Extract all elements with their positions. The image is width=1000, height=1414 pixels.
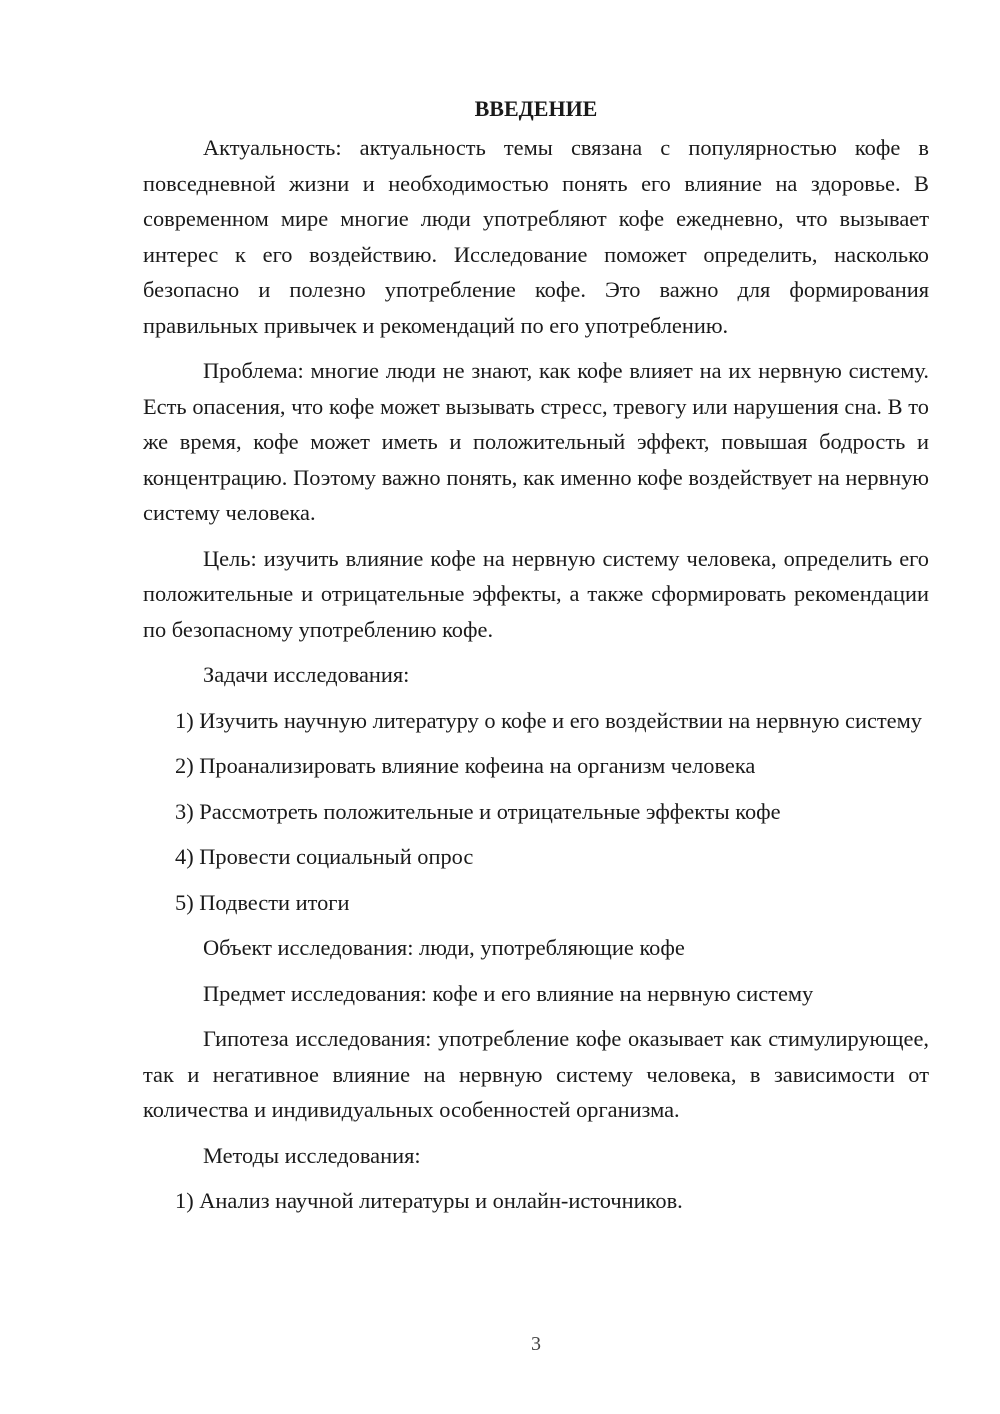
document-page <box>143 92 929 1229</box>
list-item: 1) Изучить научную литературу о кофе и его воздействии на нервную систему <box>175 707 922 733</box>
list-item: 2) Проанализировать влияние кофеина на организм человека <box>175 753 756 778</box>
goal-paragraph: Цель: изучить влияние кофе на нервную систему человека, определить его положительные и отрицательные эффекты, а также сформировать рекомендации по безопасному употреблению кофе. <box>143 545 929 642</box>
relevance-paragraph: Актуальность: актуальность темы связана с популярностью кофе в повседневной жизни и необходимостью понять его влияние на здоровье. В современном мире многие люди употребляют кофе ежедневно, что вызывает интерес к его воздействию. Исследование поможет определить, насколько безопасно и полезно употребление кофе. Это важно для формирования правильных привычек и рекомендаций по его употреблению. <box>143 135 929 338</box>
page-number: 3 <box>531 1333 541 1355</box>
list-item: 1) Анализ научной литературы и онлайн-источников. <box>175 1188 683 1213</box>
list-item: 4) Провести социальный опрос <box>175 844 474 869</box>
list-item: 3) Рассмотреть положительные и отрицательные эффекты кофе <box>175 798 781 824</box>
methods-heading: Методы исследования: <box>203 1142 421 1168</box>
tasks-heading: Задачи исследования: <box>203 662 410 687</box>
subject-paragraph: Предмет исследования: кофе и его влияние на нервную систему <box>203 980 814 1006</box>
page-title: ВВЕДЕНИЕ <box>474 96 598 121</box>
list-item: 5) Подвести итоги <box>175 889 350 915</box>
hypothesis-paragraph: Гипотеза исследования: употребление кофе оказывает как стимулирующее, так и негативное влияние на нервную систему человека, в зависимости от количества и индивидуальных особенностей организма. <box>143 1026 929 1122</box>
problem-paragraph: Проблема: многие люди не знают, как кофе влияет на их нервную систему. Есть опасения, что кофе может вызывать стресс, тревогу или нарушения сна. В то же время, кофе может иметь и положительный эффект, повышая бодрость и концентрацию. Поэтому важно понять, как именно кофе воздействует на нервную систему человека. <box>143 358 929 525</box>
object-paragraph: Объект исследования: люди, употребляющие кофе <box>203 935 685 960</box>
